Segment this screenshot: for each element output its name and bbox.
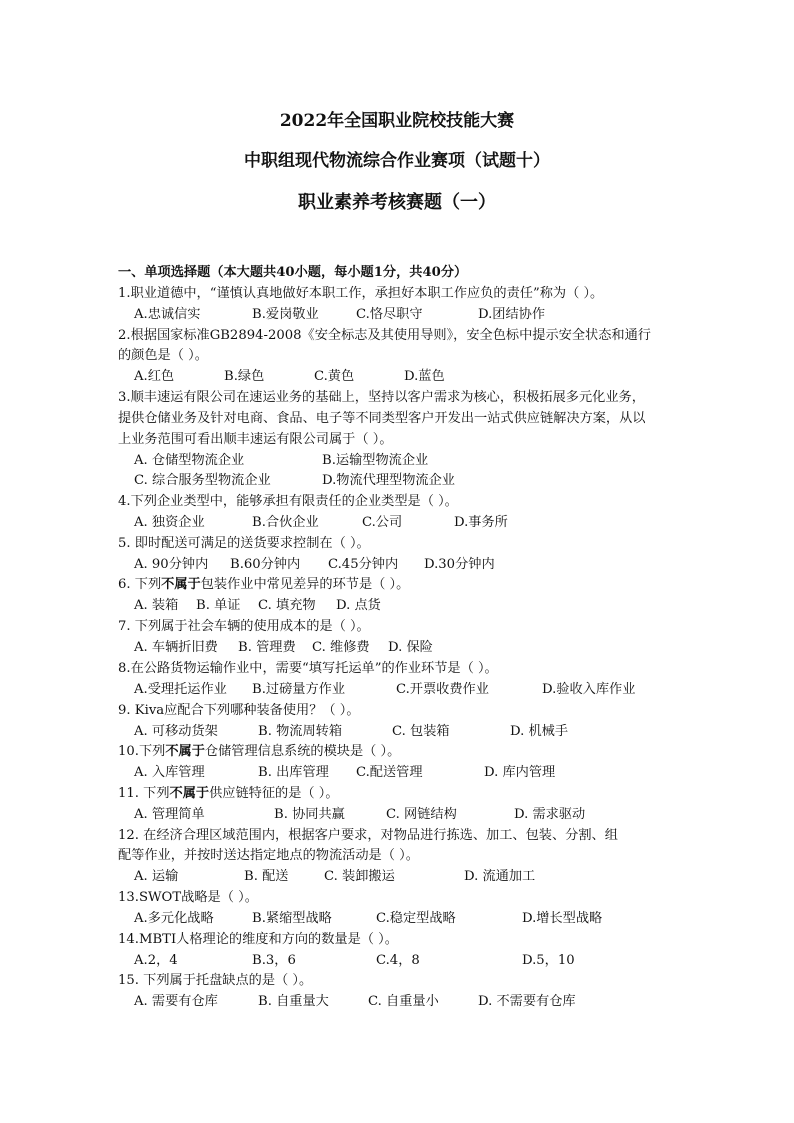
- option-d: D.验收入库作业: [542, 682, 636, 697]
- option-c: C. 自重量小: [368, 994, 439, 1009]
- option-c: C.恪尽职守: [356, 307, 423, 322]
- option-d: D. 库内管理: [484, 765, 556, 780]
- option-a: A. 入库管理: [134, 765, 205, 780]
- option-c: C.45分钟内: [328, 557, 399, 572]
- exam-section-title: 职业素养考核赛题（一）: [298, 192, 496, 213]
- question-12-stem-line2: 配等作业，并按时送达指定地点的物流活动是（ ）。: [118, 848, 419, 863]
- option-d: D.团结协作: [478, 307, 546, 322]
- option-c: C. 填充物: [258, 598, 316, 613]
- option-b: B.绿色: [224, 369, 265, 384]
- option-b: B. 协同共赢: [274, 807, 345, 822]
- option-d: D. 需求驱动: [514, 807, 586, 822]
- option-d: D.30分钟内: [424, 557, 495, 572]
- option-d: D. 保险: [388, 640, 433, 655]
- option-b: B. 自重量大: [258, 994, 329, 1009]
- question-3-stem-line3: 上业务范围可看出顺丰速运有限公司属于（ ）。: [118, 432, 393, 447]
- option-a: A. 装箱: [134, 598, 179, 613]
- option-a: A.多元化战略: [134, 911, 214, 926]
- option-a: A. 车辆折旧费: [134, 640, 218, 655]
- option-b: B.60分钟内: [230, 557, 301, 572]
- option-c: C. 网链结构: [386, 807, 457, 822]
- option-a: A. 独资企业: [134, 515, 205, 530]
- question-15-stem: 15. 下列属于托盘缺点的是（ ）。: [118, 973, 313, 988]
- option-d: D. 流通加工: [464, 869, 536, 884]
- question-6-stem: 6. 下列不属于包装作业中常见差异的环节是（ ）。: [118, 577, 410, 592]
- question-5-stem: 5. 即时配送可满足的送货要求控制在（ ）。: [118, 536, 370, 551]
- option-d: D. 机械手: [510, 724, 569, 739]
- question-9-stem: 9. Kiva应配合下列哪种装备使用？（ ）。: [118, 703, 360, 718]
- option-a: A. 需要有仓库: [134, 994, 218, 1009]
- option-c: C. 包装箱: [392, 724, 450, 739]
- option-c: C. 装卸搬运: [324, 869, 395, 884]
- option-c: C.黄色: [314, 369, 355, 384]
- question-3-stem-line1: 3.顺丰速运有限公司在速运业务的基础上，坚持以客户需求为核心，积极拓展多元化业务，: [118, 390, 645, 405]
- option-d: D. 不需要有仓库: [478, 994, 576, 1009]
- option-b: B.合伙企业: [252, 515, 319, 530]
- option-d: D.物流代理型物流企业: [322, 473, 455, 488]
- option-a: A.忠诚信实: [134, 307, 201, 322]
- option-c: C.稳定型战略: [376, 911, 456, 926]
- option-a: A. 运输: [134, 869, 179, 884]
- option-c: C.4，8: [376, 953, 420, 968]
- exam-title: 2022年全国职业院校技能大赛: [279, 111, 515, 131]
- section-heading: 一、单项选择题（本大题共40小题，每小题1分，共40分）: [118, 265, 468, 280]
- option-c: C. 综合服务型物流企业: [134, 473, 271, 488]
- option-a: A.受理托运作业: [134, 682, 227, 697]
- option-c: C. 维修费: [312, 640, 370, 655]
- option-c: C.开票收费作业: [396, 682, 489, 697]
- option-a: A.2，4: [134, 953, 178, 968]
- option-d: D.事务所: [454, 515, 508, 530]
- option-b: B. 管理费: [238, 640, 296, 655]
- question-7-stem: 7. 下列属于社会车辆的使用成本的是（ ）。: [118, 619, 370, 634]
- option-b: B.紧缩型战略: [252, 911, 332, 926]
- exam-subtitle: 中职组现代物流综合作业赛项（试题十）: [244, 151, 550, 171]
- option-a: A. 仓储型物流企业: [134, 453, 245, 468]
- question-8-stem: 8.在公路货物运输作业中，需要“填写托运单”的作业环节是（ ）。: [118, 661, 498, 676]
- option-b: B.爱岗敬业: [252, 307, 319, 322]
- option-b: B. 出库管理: [258, 765, 329, 780]
- option-d: D.蓝色: [404, 369, 445, 384]
- question-10-stem: 10.下列不属于仓储管理信息系统的模块是（ ）。: [118, 744, 401, 759]
- option-d: D.增长型战略: [522, 911, 603, 926]
- option-a: A. 管理简单: [134, 807, 205, 822]
- question-3-stem-line2: 提供仓储业务及针对电商、食品、电子等不同类型客户开发出一站式供应链解决方案，从以: [118, 411, 646, 426]
- question-2-stem-line2: 的颜色是（ ）。: [118, 348, 208, 363]
- question-2-stem-line1: 2.根据国家标准GB2894-2008《安全标志及其使用导则》，安全色标中提示安全状态和通行: [118, 328, 651, 343]
- question-1-stem: 1.职业道德中，“谨慎认真地做好本职工作，承担好本职工作应负的责任”称为（ ）。: [118, 286, 604, 301]
- option-b: B.过磅量方作业: [252, 682, 346, 697]
- question-12-stem-line1: 12. 在经济合理区域范围内，根据客户要求，对物品进行拣选、加工、包装、分割、组: [118, 828, 618, 843]
- question-14-stem: 14.MBTI人格理论的维度和方向的数量是（ ）。: [118, 932, 398, 947]
- option-a: A. 可移动货架: [134, 724, 218, 739]
- option-d: D.5，10: [522, 953, 575, 968]
- option-b: B.3，6: [252, 953, 296, 968]
- option-c: C.配送管理: [356, 765, 423, 780]
- option-b: B. 物流周转箱: [258, 724, 343, 739]
- question-13-stem: 13.SWOT战略是（ ）。: [118, 890, 258, 905]
- option-b: B. 配送: [244, 869, 289, 884]
- option-c: C.公司: [362, 515, 403, 530]
- question-11-stem: 11. 下列不属于供应链特征的是（ ）。: [118, 786, 339, 801]
- question-4-stem: 4.下列企业类型中，能够承担有限责任的企业类型是（ ）。: [118, 494, 458, 509]
- option-a: A. 90分钟内: [134, 557, 209, 572]
- option-a: A.红色: [134, 369, 175, 384]
- option-b: B.运输型物流企业: [322, 453, 429, 468]
- option-b: B. 单证: [196, 598, 241, 613]
- option-d: D. 点货: [336, 598, 381, 613]
